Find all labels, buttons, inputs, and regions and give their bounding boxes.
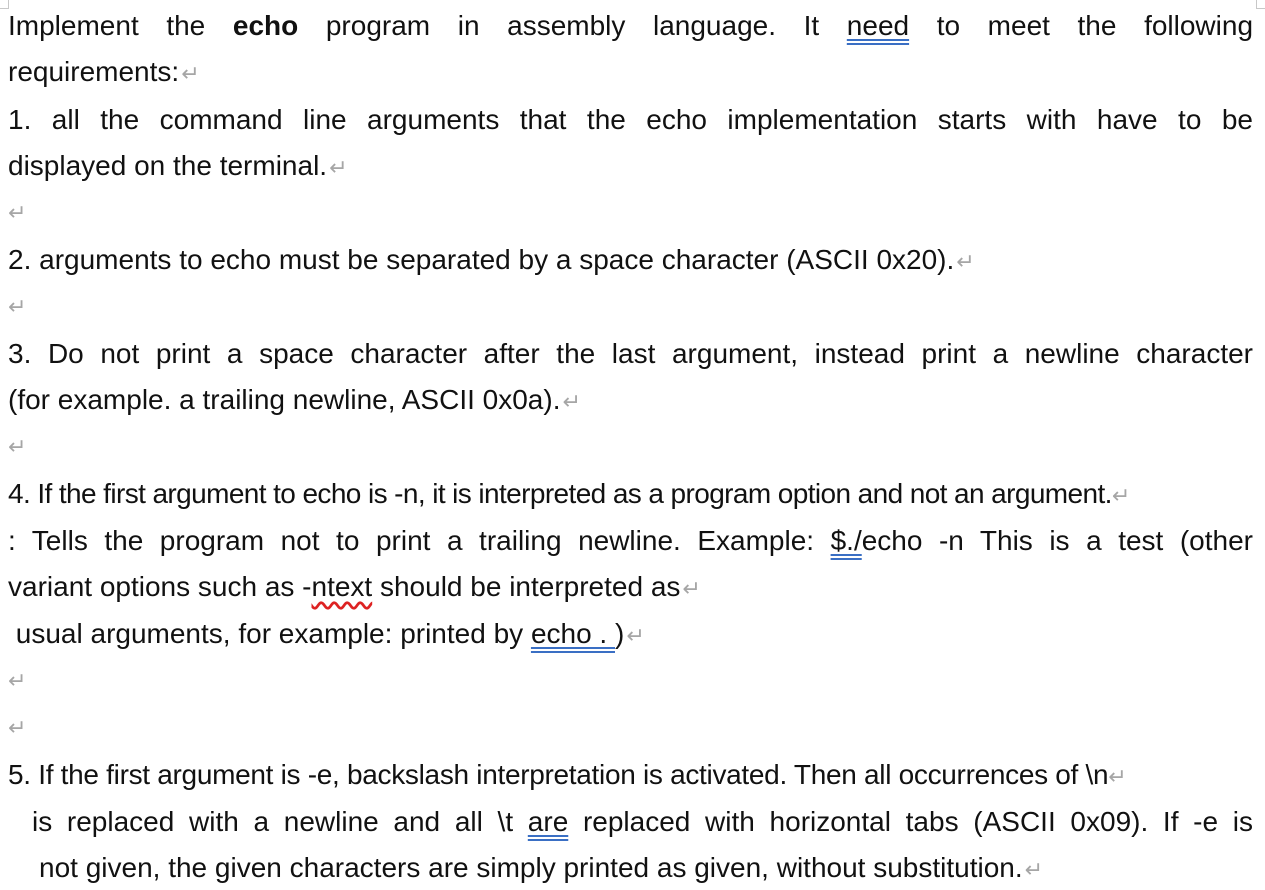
paragraph-mark-icon: ↵: [8, 669, 27, 694]
req1-text: displayed on the terminal.: [8, 150, 328, 181]
req4-line-1: [8, 477, 1130, 511]
req3-text: 3. Do not print a space character after the last argument, instead print a newline character: [8, 338, 1253, 369]
paragraph-mark-icon: ↵: [562, 390, 581, 415]
paragraph-mark-icon: ↵: [956, 250, 975, 275]
grammar-flag-need[interactable]: need: [846, 10, 910, 41]
req3-line-1: [8, 337, 1253, 371]
intro-text: to meet the following: [909, 10, 1254, 41]
req5-line-2: [32, 805, 1253, 839]
page-corner-marker-left: [0, 0, 9, 9]
req4-line-2: [8, 524, 1253, 558]
req1-text: 1. all the command line arguments that the echo implementation starts with have to be: [8, 104, 1253, 135]
req4-text: usual arguments, for example: printed by: [8, 618, 531, 649]
req5-text: replaced with horizontal tabs (ASCII 0x09). If -e is: [568, 806, 1253, 837]
req4-text: variant options such as -: [8, 571, 312, 602]
paragraph-mark-icon: ↵: [1108, 765, 1127, 790]
empty-paragraph: [8, 428, 26, 462]
paragraph-mark-icon: ↵: [8, 295, 27, 320]
req4-text: should be interpreted as: [372, 571, 681, 602]
paragraph-mark-icon: ↵: [8, 201, 27, 226]
req1-line-1: [8, 103, 1253, 137]
grammar-flag-are[interactable]: are: [527, 806, 569, 837]
intro-line-1: [8, 9, 1253, 43]
req2-line-1: [8, 243, 975, 277]
echo-bold-word: echo: [232, 10, 299, 41]
req5-line-1: [8, 758, 1126, 792]
req5-line-3: [39, 851, 1043, 885]
intro-line-2: [8, 55, 200, 89]
req1-line-2: [8, 149, 348, 183]
req2-text: 2. arguments to echo must be separated by a space character (ASCII 0x20).: [8, 244, 955, 275]
paragraph-mark-icon: ↵: [8, 716, 27, 741]
req4-text: ): [615, 618, 625, 649]
req5-text: 5. If the first argument is -e, backslash interpretation is activated. Then all occurrences of \n: [8, 759, 1109, 790]
req3-text: (for example. a trailing newline, ASCII 0x0a).: [8, 384, 561, 415]
paragraph-mark-icon: ↵: [329, 156, 348, 181]
req4-text: : Tells the program not to print a trailing newline. Example:: [8, 525, 831, 556]
paragraph-mark-icon: ↵: [1111, 484, 1130, 509]
intro-text: program in assembly language. It: [298, 10, 847, 41]
paragraph-mark-icon: ↵: [181, 62, 200, 87]
paragraph-mark-icon: ↵: [8, 435, 27, 460]
intro-text: Implement the: [8, 10, 233, 41]
req4-text: 4. If the first argument to echo is -n, it is interpreted as a program option and not an argument.: [8, 478, 1112, 509]
req4-text: echo -n This is a test (other: [861, 525, 1254, 556]
empty-paragraph: [8, 288, 26, 322]
spelling-flag-ntext[interactable]: ntext: [311, 571, 373, 602]
empty-paragraph: [8, 709, 26, 743]
req4-line-3: [8, 570, 701, 604]
empty-paragraph: [8, 662, 26, 696]
paragraph-mark-icon: ↵: [1024, 858, 1044, 883]
page-corner-marker-right: [1256, 0, 1265, 9]
paragraph-mark-icon: ↵: [626, 624, 645, 649]
req5-text: is replaced with a newline and all \t: [32, 806, 528, 837]
intro-text: requirements:: [8, 56, 180, 87]
req4-line-4: [8, 617, 645, 651]
grammar-flag-echo[interactable]: echo .: [530, 618, 615, 649]
grammar-flag-path[interactable]: $./: [830, 525, 862, 556]
req3-line-2: [8, 383, 581, 417]
empty-paragraph: [8, 194, 26, 228]
paragraph-mark-icon: ↵: [682, 577, 701, 602]
req5-text: not given, the given characters are simply printed as given, without substitution.: [39, 852, 1023, 883]
